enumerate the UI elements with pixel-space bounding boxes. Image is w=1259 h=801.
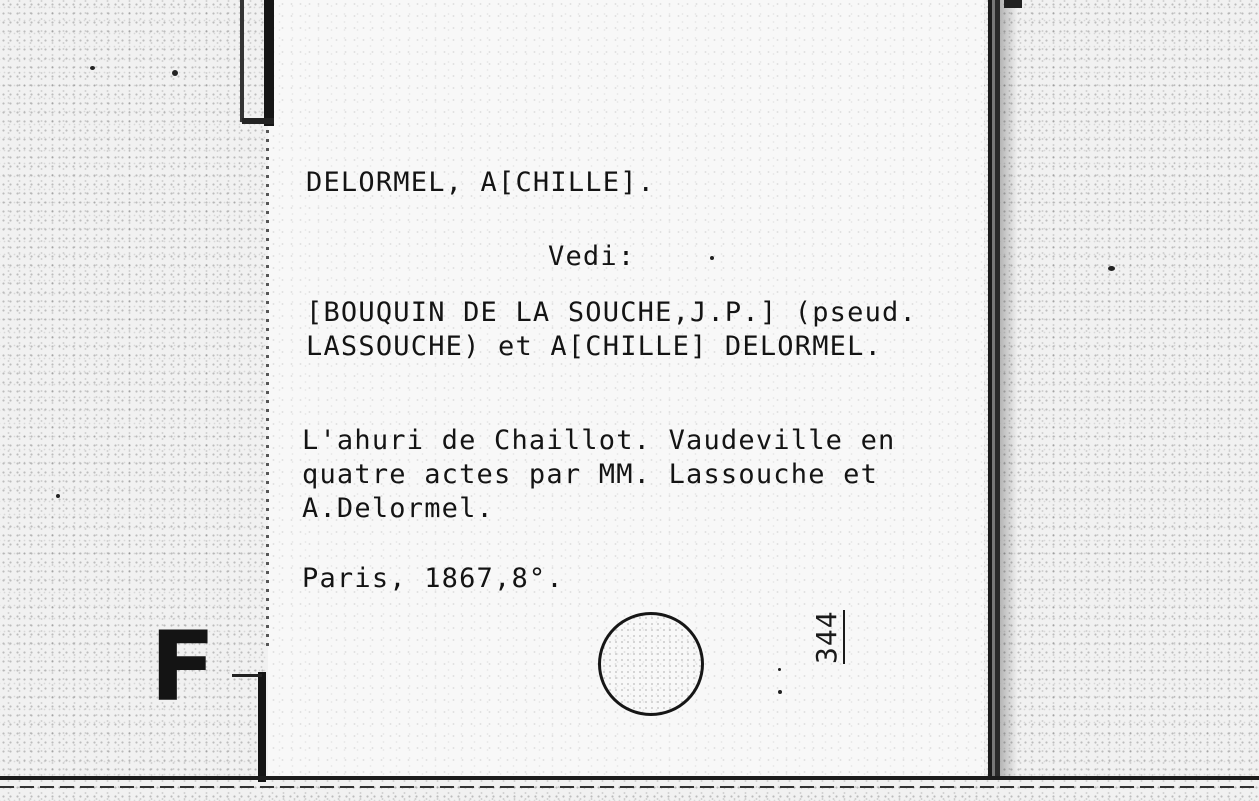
card-edge-bottom <box>0 776 1259 780</box>
card-edge-left-notch <box>240 0 244 122</box>
card-edge-left-upper <box>264 0 274 126</box>
imprint-line: Paris, 1867,8°. <box>302 563 564 594</box>
drawer-letter: F <box>150 611 216 723</box>
card-edge-shadow <box>1000 0 1018 778</box>
card-edge-bottom-dashed <box>0 786 1259 788</box>
dust-speck <box>56 494 60 498</box>
dust-speck <box>778 690 782 694</box>
dust-speck <box>90 66 95 70</box>
dust-speck <box>778 668 781 671</box>
dust-speck <box>1108 266 1115 271</box>
shelfmark-number <box>810 610 843 664</box>
dust-speck <box>710 256 714 260</box>
card-edge-tick <box>232 674 262 677</box>
card-edge-left-dotted <box>266 130 269 650</box>
card-edge-notch <box>242 118 274 124</box>
title-line: A.Delormel. <box>302 493 495 524</box>
title-line: L'ahuri de Chaillot. Vaudeville en <box>302 425 896 456</box>
author-heading: DELORMEL, A[CHILLE]. <box>306 167 656 198</box>
title-line: quatre actes par MM. Lassouche et <box>302 459 879 490</box>
card-edge-left-lower <box>258 672 266 782</box>
see-reference-label: Vedi: <box>548 241 636 272</box>
dust-speck <box>172 70 178 76</box>
circular-stamp <box>598 612 704 716</box>
see-reference-line: LASSOUCHE) et A[CHILLE] DELORMEL. <box>306 331 883 362</box>
see-reference-line: [BOUQUIN DE LA SOUCHE,J.P.] (pseud. <box>306 297 917 328</box>
card-edge-right <box>988 0 1000 778</box>
card-edge-top-right <box>1004 0 1022 8</box>
shelfmark-value: 344 <box>810 610 843 664</box>
